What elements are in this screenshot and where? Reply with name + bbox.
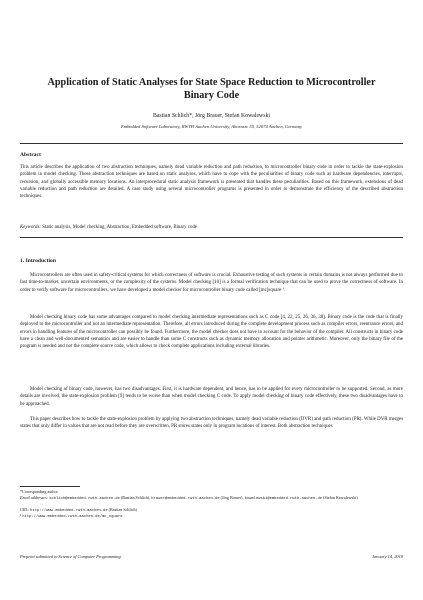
intro-paragraph-4: This paper describes how to tackle the state-explosion problem by applying two abstraction techniques, namely dead variable reduction (DVR) and path reduction (PR). While DVR merges states that only differ in values that are not read before they are overwritten, PR stores states only in program locations of interest. Both abstraction techniques: [20, 417, 403, 430]
abstract-bottom-rule: [20, 237, 403, 238]
email-link-1[interactable]: schlich@embedded.rwth-aachen.de: [49, 497, 120, 501]
intro-paragraph-1: Microcontrollers are often used in safety-critical systems for which correctness of software is crucial. Exhaustive testing of such systems in certain domains is not always performed due to fast time-to-market, uncertain environments, or the complexity of the systems. Model checking [10] is a formal verification technique that can be used to prove the correctness of software. In order to verify software for microcontrollers, we have developed a model checker for microcontroller binary code called [mc]square ¹.: [20, 273, 403, 293]
email-label: Email addresses:: [20, 495, 49, 500]
keywords-text: Static analysis, Model checking, Abstraction, Embedded software, Binary code: [42, 225, 198, 230]
url-link[interactable]: http://www.embedded.rwth-aachen.de: [30, 509, 108, 513]
intro-paragraph-2: Model checking binary code has some advantages compared to model checking intermediate representations such as C code [4, 22, 25, 26, 36, 38]. Binary code is the code that is finally deployed to the microcontroller and not an intermediate representation. Therefore, all errors introduced during the complete development process such as compiler errors, reentrance errors, and errors in handling features of the microcontroller can possibly be found. Furthermore, the model checker does not have to account for the behavior of the compiler. All constructs in binary code have a clean and well-documented semantics and are easier to handle than some C constructs such as dynamic memory allocation and pointer arithmetic. Moreover, only the binary file of the program is needed and not the complete source code, which allows to check complete applications including external libraries.: [20, 315, 403, 349]
footnote-rule: [20, 486, 80, 487]
intro-paragraph-3: Model checking of binary code, however, has two disadvantages. First, it is hardware dependent, and hence, has to be applied for every microcontroller to be supported. Second, as more details are involved, the state-explosion problem [9] tends to be worse than when model checking C code. To apply model checking of binary code effectively, these two disadvantages have to be approached.: [20, 387, 403, 407]
abstract-heading: Abstract: [20, 152, 41, 158]
footer-preprint-note: Preprint submitted to Science of Computer Programming: [20, 554, 121, 559]
email-link-3[interactable]: kowalewski@embedded.rwth-aachen.de: [244, 497, 323, 501]
footnote-emails: [20, 495, 403, 502]
affiliation: Embedded Software Laboratory, RWTH Aachen University, Ahornstr. 55, 52074 Aachen, Germany: [120, 124, 303, 129]
section-heading-introduction: 1. Introduction: [20, 258, 56, 264]
keywords: [20, 225, 197, 230]
abstract-text: This article describes the application of two abstraction techniques, namely dead variable reduction and path reduction, to microcontroller binary code in order to tackle the state-explosion problem in model checking. These abstraction techniques are based on static analyses, which have to cope with the peculiarities of binary code such as hardware dependencies, interrupts, recursion, and globally accessible memory locations. An interprocedural static analysis framework is presented that handles these peculiarities. Based on this framework, extensions of dead variable reduction and path reduction are detailed. A case study using several microcontroller programs is presented in order to demonstrate the efficiency of the described abstraction techniques.: [20, 165, 403, 199]
keywords-label: Keywords:: [20, 225, 42, 230]
email-owner-1: (Bastian Schlich),: [120, 495, 151, 500]
footnote-1: [20, 513, 403, 520]
email-owner-2: (Jörg Brauer),: [220, 495, 244, 500]
author-list: Bastian Schlich*, Jörg Brauer, Stefan Kowalewski: [152, 113, 271, 119]
url-owner: (Bastian Schlich): [108, 507, 137, 512]
paper-title: Application of Static Analyses for State Space Reduction to Microcontroller Binary Code: [47, 77, 376, 101]
footer-date: January 14, 2010: [372, 554, 403, 559]
email-owner-3: (Stefan Kowalewski): [323, 495, 358, 500]
email-link-2[interactable]: brauer@embedded.rwth-aachen.de: [151, 497, 220, 501]
footnote-1-marker: ¹: [20, 513, 22, 518]
footnote-corresponding: *Corresponding author: [20, 489, 58, 494]
abstract-top-rule: [20, 143, 403, 144]
footnote-1-link[interactable]: http://www.embedded.rwth-aachen.de/mc_square: [22, 515, 123, 519]
url-label: URL:: [20, 507, 30, 512]
